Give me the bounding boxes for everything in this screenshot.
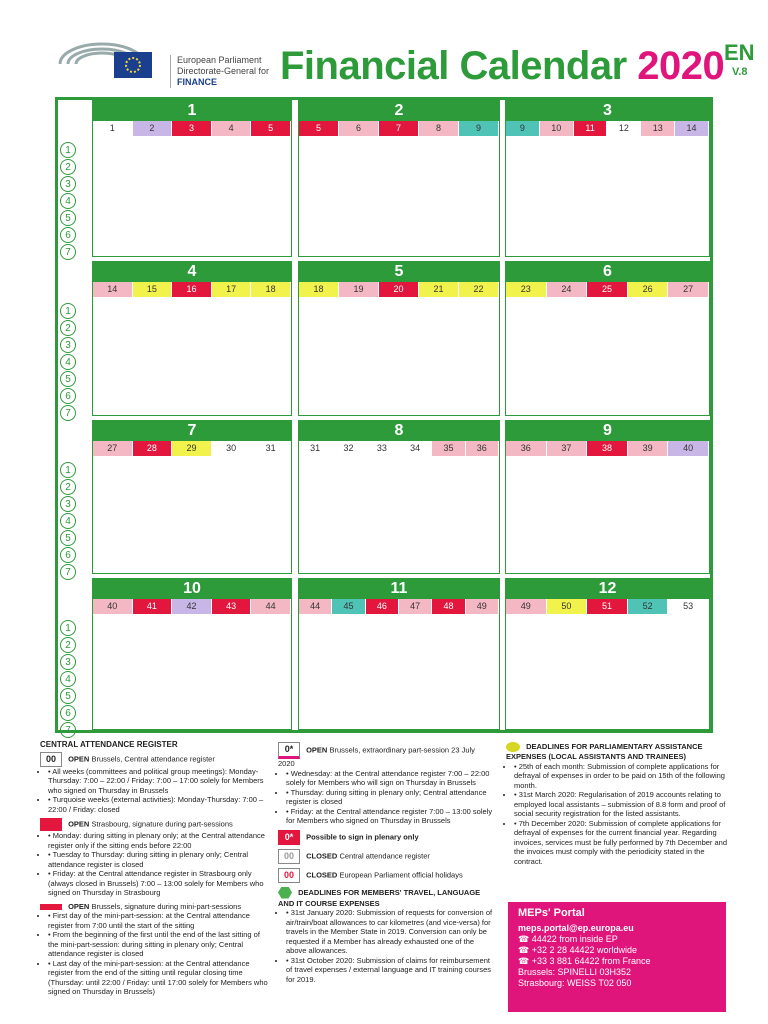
weekday-circle: 2 [60,637,76,653]
strasbourg-swatch [40,818,62,831]
week-number: 25 [587,282,628,297]
language-code: EN [724,40,755,65]
open-mini-label: OPEN [68,901,90,911]
weekday-circle: 6 [60,227,76,243]
box-0star-red: 0* [278,830,300,845]
month-8 [298,420,500,574]
closed-label-1: CLOSED [306,850,338,860]
week-number: 21 [419,282,459,297]
open-strasbourg-label: OPEN [68,819,90,829]
open-strasbourg-text: Strasbourg, signature during part-sessions [91,819,233,829]
weekday-column [60,303,82,422]
extra-b1: • • Wednesday: at the Central attendance register 7:00 – 22:00 solely for Members who will sign on Thursday in Brussels [286,769,493,788]
legend-closed-car [278,849,493,864]
month-5 [298,261,500,416]
week-number: 29 [172,441,212,456]
travel-title: DEADLINES FOR MEMBERS' TRAVEL, LANGUAGE AND IT COURSE EXPENSES [278,887,481,908]
week-number: 34 [399,441,432,456]
month-number: 3 [506,101,709,121]
weekday-circle: 6 [60,547,76,563]
week-number: 49 [466,599,499,614]
month-number: 11 [299,579,499,599]
extra-label: OPEN [306,745,328,755]
month-number: 5 [299,262,499,282]
week-number: 33 [366,441,399,456]
week-number: 37 [547,441,588,456]
week-number: 5 [299,121,339,136]
weekday-circle: 6 [60,388,76,404]
weekday-circle: 5 [60,688,76,704]
week-number: 44 [299,599,332,614]
week-number: 32 [332,441,365,456]
weekday-circle: 2 [60,320,76,336]
month-12 [505,578,710,730]
week-number: 1 [93,121,133,136]
extra-text: Brussels, extraordinary part-session 23 July 2020 [278,745,475,768]
portal-phone1: 44422 from inside EP [531,934,618,944]
open-brussels-b1: • • All weeks (committees and political group meetings): Monday-Thursday: 7:00 – 22:00 / Friday: 7:00 – 17:00 solely for Members who signed on Thursday in Brussels [48,767,270,796]
legend-open-strasbourg [40,818,270,898]
extra-b2: • • Thursday: during sitting in plenary only; Central attendance register is closed [286,788,493,807]
version-label: V.8 [732,66,748,78]
week-number: 14 [675,121,709,136]
week-numbers-row [506,121,709,136]
open-strasbourg-b2: • • Tuesday to Thursday: during sitting in plenary only; Central attendance register is closed [48,850,270,869]
week-number: 24 [547,282,588,297]
page-header [0,0,768,98]
week-number: 31 [299,441,332,456]
month-6 [505,261,710,416]
weekday-circle: 4 [60,671,76,687]
week-number: 11 [574,121,608,136]
week-number: 45 [332,599,365,614]
week-number: 9 [459,121,499,136]
plenary-only-text: Possible to sign in plenary only [306,831,419,841]
week-numbers-row [93,282,291,297]
car-title: CENTRAL ATTENDANCE REGISTER [40,740,178,749]
ellipse-icon [506,742,520,752]
month-number: 12 [506,579,709,599]
open-mini-text: Brussels, signature during mini-part-sessions [91,901,242,911]
weekday-circle: 7 [60,405,76,421]
week-number: 40 [668,441,709,456]
week-numbers-row [299,282,499,297]
portal-email[interactable]: meps.portal@ep.europa.eu [518,923,634,933]
weekday-circle: 3 [60,337,76,353]
hexagon-icon [278,887,292,899]
week-number: 16 [172,282,212,297]
week-number: 12 [607,121,641,136]
portal-title: MEPs' Portal [518,907,585,919]
week-number: 23 [506,282,547,297]
pa-b2: • • 31st March 2020: Regularisation of 2019 accounts relating to employed local assistants – submission of 8.8 form and proof of social security registration for the listed assistants. [514,790,731,819]
weekday-circle: 2 [60,159,76,175]
week-number: 14 [93,282,133,297]
week-numbers-row [299,121,499,136]
legend-extraordinary [278,742,493,826]
travel-b1: • • 31st January 2020: Submission of requests for conversion of air/train/boat allowances to car kilometres (and vice-versa) for travels in the Member State in 2019. Conversion can only be requested if a Member has already exhausted one of the above allowances. [286,908,493,956]
portal-phone-internal: ☎ 44422 from inside EP [518,934,618,944]
week-number: 2 [133,121,173,136]
weekday-circle: 5 [60,371,76,387]
week-numbers-row [93,441,291,456]
portal-phone2: +32 2 28 44422 worldwide [531,945,638,955]
closed-car-text: Central attendance register [339,850,430,860]
org-line2: Directorate-General for [177,66,270,76]
open-mini-b3: • • Last day of the mini-part-session: at the Central attendance register from the end of the sitting until regular closing time (Thursday: until 22:00 / Friday: until 17:00 solely for Members who signed on Thursday in Brussels) [48,959,270,997]
open-strasbourg-b1: • • Monday: during sitting in plenary only; at the Central attendance register only if the sitting ends before 22:00 [48,831,270,850]
week-number: 18 [299,282,339,297]
week-number: 43 [212,599,252,614]
week-number: 52 [628,599,669,614]
week-number: 19 [339,282,379,297]
pa-b3: • • 7th December 2020: Submission of complete applications for defrayal of expenses for the current financial year. Regarding invoices, services must be fully performed by 7th December and the invoices must comply with the periodicity stated in the contract. [514,819,731,867]
month-number: 7 [93,421,291,441]
week-numbers-row [299,599,499,614]
closed-holidays-text: European Parliament official holidays [339,869,463,879]
org-line3: FINANCE [177,77,217,87]
weekday-circle: 1 [60,303,76,319]
month-number: 9 [506,421,709,441]
legend-open-mini [40,902,270,997]
week-number: 44 [251,599,291,614]
box-00-red: 00 [278,868,300,883]
month-number: 10 [93,579,291,599]
closed-label-2: CLOSED [306,869,338,879]
legend-col-attendance [40,740,270,1001]
month-number: 4 [93,262,291,282]
box-0star: 0* [278,742,300,759]
box-00: 00 [40,752,62,767]
weekday-circle: 3 [60,496,76,512]
weekday-circle: 1 [60,462,76,478]
legend-pa [506,742,731,866]
mini-session-swatch [40,904,62,910]
week-number: 47 [399,599,432,614]
week-number: 15 [133,282,173,297]
box-00-grey: 00 [278,849,300,864]
weekday-circle: 5 [60,210,76,226]
weekday-column [60,142,82,261]
week-number: 48 [432,599,465,614]
legend-plenary-only [278,830,493,845]
week-number: 22 [459,282,499,297]
month-number: 6 [506,262,709,282]
week-number: 27 [668,282,709,297]
week-number: 28 [133,441,173,456]
portal-strasbourg: Strasbourg: WEISS T02 050 [518,978,632,988]
week-number: 36 [506,441,547,456]
portal-brussels: Brussels: SPINELLI 03H352 [518,967,632,977]
week-number: 41 [133,599,173,614]
weekday-circle: 7 [60,564,76,580]
week-number: 26 [628,282,669,297]
org-line1: European Parliament [177,55,262,65]
legend-closed-holidays [278,868,493,883]
legend-col-extra [278,740,493,988]
weekday-circle: 1 [60,142,76,158]
weekday-circle: 5 [60,530,76,546]
travel-b2: • • 31st October 2020: Submission of claims for reimbursement of travel expenses / external language and IT training courses for 2019. [286,956,493,985]
week-numbers-row [93,121,291,136]
week-number: 4 [212,121,252,136]
month-number: 2 [299,101,499,121]
month-4 [92,261,292,416]
weekday-circle: 3 [60,176,76,192]
portal-phone-worldwide: ☎ +32 2 28 44422 worldwide [518,945,638,955]
weekday-circle: 4 [60,513,76,529]
month-7 [92,420,292,574]
week-number: 5 [251,121,291,136]
week-numbers-row [506,599,709,614]
week-number: 6 [339,121,379,136]
week-number: 50 [547,599,588,614]
open-mini-b2: • • From the beginning of the first until the end of the last sitting of the mini-part-session: during sitting in plenary only; Central attendance register is closed [48,930,270,959]
week-number: 30 [212,441,252,456]
extra-b3: • • Friday: at the Central attendance register 7:00 – 13:00 solely for Members who signed on Thursday in Brussels [286,807,493,826]
weekday-circle: 7 [60,722,76,738]
week-number: 35 [432,441,465,456]
weekday-circle: 7 [60,244,76,260]
week-number: 27 [93,441,133,456]
open-brussels-text: Brussels, Central attendance register [91,753,215,763]
month-1 [92,100,292,257]
legend-col-pa [506,740,731,870]
week-number: 39 [628,441,669,456]
open-brussels-label: OPEN [68,753,90,763]
week-number: 3 [172,121,212,136]
pa-title: DEADLINES FOR PARLIAMENTARY ASSISTANCE EXPENSES (LOCAL ASSISTANTS AND TRAINEES) [506,742,703,762]
week-numbers-row [93,599,291,614]
month-number: 1 [93,101,291,121]
legend-travel [278,887,493,985]
portal-phone3: +33 3 881 64422 from France [531,956,651,966]
week-numbers-row [299,441,499,456]
week-number: 53 [668,599,709,614]
meps-portal-box [508,902,726,1012]
month-2 [298,100,500,257]
page-title [280,44,724,89]
legend-open-brussels [40,752,270,815]
week-number: 40 [93,599,133,614]
weekday-circle: 6 [60,705,76,721]
open-mini-b1: • • First day of the mini-part-session: at the Central attendance register from 7:00 until the start of the sitting [48,911,270,930]
portal-phone-france: ☎ +33 3 881 64422 from France [518,956,651,966]
weekday-circle: 1 [60,620,76,636]
pa-b1: • • 25th of each month: Submission of complete applications for defrayal of expenses in order to be paid on 15th of the following month. [514,762,731,791]
week-number: 10 [540,121,574,136]
month-number: 8 [299,421,499,441]
week-number: 31 [251,441,291,456]
week-number: 42 [172,599,212,614]
ep-org-text [170,55,269,88]
week-number: 7 [379,121,419,136]
ep-logo-icon [52,34,152,80]
week-numbers-row [506,282,709,297]
week-numbers-row [506,441,709,456]
week-number: 20 [379,282,419,297]
weekday-circle: 4 [60,354,76,370]
weekday-circle: 4 [60,193,76,209]
week-number: 17 [212,282,252,297]
open-brussels-b2: • • Turquoise weeks (external activities): Monday-Thursday: 7:00 – 22:00 / Friday: closed [48,795,270,814]
weekday-circle: 2 [60,479,76,495]
title-year: 2020 [637,44,725,88]
open-strasbourg-b3: • • Friday: at the Central attendance register in Strasbourg only (always closed in Brussels) 7:00 – 13:00 solely for Members who signed on Thursday in Strasbourg [48,869,270,898]
weekday-column [60,620,82,739]
week-number: 8 [419,121,459,136]
weekday-column [60,462,82,581]
week-number: 38 [587,441,628,456]
month-11 [298,578,500,730]
title-text: Financial Calendar [280,44,627,88]
week-number: 9 [506,121,540,136]
week-number: 36 [466,441,499,456]
week-number: 51 [587,599,628,614]
week-number: 49 [506,599,547,614]
month-10 [92,578,292,730]
week-number: 18 [251,282,291,297]
month-9 [505,420,710,574]
weekday-circle: 3 [60,654,76,670]
week-number: 46 [366,599,399,614]
week-number: 13 [641,121,675,136]
month-3 [505,100,710,257]
